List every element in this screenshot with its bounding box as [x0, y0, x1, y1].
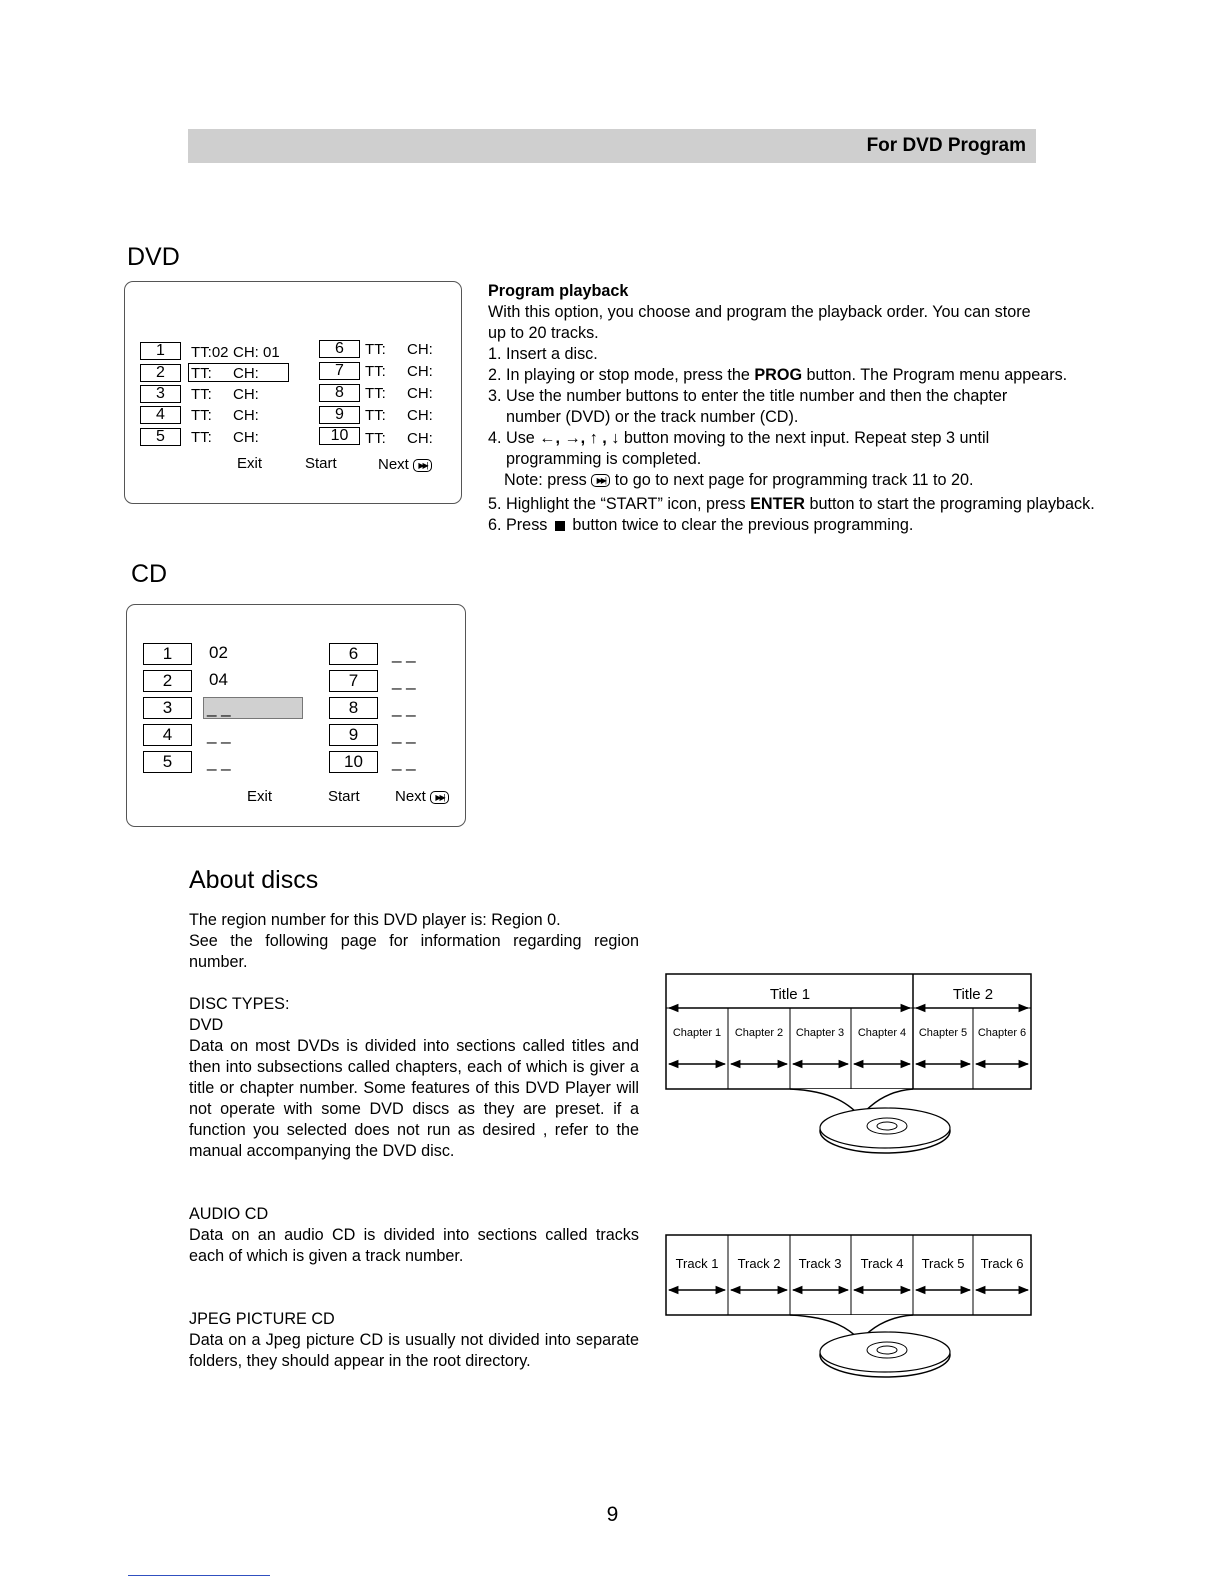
dvd-structure-diagram — [660, 966, 1040, 1166]
step-5-text-b: button to start the programing playback. — [809, 495, 1095, 513]
audio-cd-description: Data on an audio CD is divided into sections called tracks each of which is given a track number. — [189, 1226, 639, 1265]
slot-number-box: 2 — [140, 364, 181, 382]
exit-button[interactable]: Exit — [237, 455, 263, 472]
step-5 — [488, 494, 1148, 515]
jpeg-cd-label: JPEG PICTURE CD — [189, 1310, 335, 1328]
chapter-label: Chapter 3 — [795, 1027, 845, 1039]
cd-program-menu-panel — [126, 604, 466, 827]
slot-number-box: 8 — [319, 384, 360, 402]
track-label: Track 1 — [675, 1256, 719, 1271]
slot-ch: CH: — [407, 407, 433, 424]
slot-tt: TT: — [365, 407, 386, 424]
cd-structure-diagram — [660, 1225, 1040, 1395]
dvd-type-description: Data on most DVDs is divided into sections called titles and then into subsections called chapters, each of which is giver a title or chapter number. Some features of this DVD Player will not operate with some DVD discs as they are preset. if a function you selected does not run as desired , refer to the manual accompanying the DVD disc. — [189, 1037, 639, 1160]
next-button[interactable] — [378, 456, 432, 473]
step-1: 1. Insert a disc. — [488, 345, 598, 363]
slot-number-box: 3 — [140, 385, 181, 403]
step-3: 3. Use the number buttons to enter the title number and then the chapter — [488, 387, 1008, 405]
track-label: Track 6 — [980, 1256, 1024, 1271]
about-discs-text — [189, 910, 639, 1372]
slot-number-box: 10 — [319, 427, 360, 445]
program-intro-line-1: With this option, you choose and program the playback order. You can store — [488, 303, 1031, 321]
slot-tt: TT: — [191, 407, 212, 424]
slot-value: _ _ — [207, 752, 231, 771]
next-label: Next — [395, 788, 426, 805]
slot-tt: TT: — [365, 363, 386, 380]
step-2-text-b: button. The Program menu appears. — [806, 366, 1068, 384]
cd-diagram-frame — [666, 1235, 1031, 1315]
footer-rule — [128, 1575, 270, 1576]
slot-ch: CH: — [233, 429, 259, 446]
chapter-label: Chapter 6 — [977, 1027, 1027, 1039]
page-number: 9 — [606, 1503, 619, 1526]
slot-number-box: 5 — [140, 428, 181, 446]
slot-value: _ _ — [207, 698, 231, 717]
slot-tt: TT: — [191, 429, 212, 446]
title-2-label: Title 2 — [952, 986, 994, 1003]
header-title: For DVD Program — [866, 135, 1026, 156]
slot-tt: TT: — [365, 341, 386, 358]
step-4 — [488, 428, 1148, 449]
slot-number-box: 10 — [329, 751, 378, 773]
slot-value: _ _ — [392, 698, 416, 717]
slot-value: _ _ — [392, 671, 416, 690]
start-button[interactable]: Start — [328, 788, 360, 805]
slot-number-box: 4 — [140, 406, 181, 424]
track-label: Track 3 — [798, 1256, 842, 1271]
slot-ch: CH: — [407, 430, 433, 447]
next-label: Next — [378, 456, 409, 473]
slot-tt: TT: — [365, 385, 386, 402]
chapter-dividers — [728, 1008, 973, 1089]
step-3-cont: number (DVD) or the track number (CD). — [506, 408, 799, 426]
step-4-text-a: 4. Use — [488, 429, 535, 447]
cd-section-title: CD — [131, 560, 168, 588]
slot-number-box: 5 — [143, 751, 192, 773]
exit-button[interactable]: Exit — [247, 788, 273, 805]
slot-value: 04 — [209, 670, 228, 689]
slot-tt: TT: — [191, 386, 212, 403]
jpeg-cd-description: Data on a Jpeg picture CD is usually not divided into separate folders, they should appear in the root directory. — [189, 1331, 639, 1370]
audio-cd-label: AUDIO CD — [189, 1205, 269, 1223]
track-label: Track 4 — [860, 1256, 904, 1271]
step-6-text-b: button twice to clear the previous programming. — [572, 516, 914, 534]
slot-ch: CH: — [407, 341, 433, 358]
slot-ch: CH: — [407, 385, 433, 402]
region-line-1: The region number for this DVD player is: Region 0. — [189, 911, 561, 929]
track-dividers — [728, 1235, 973, 1315]
next-track-icon: ▶▶| — [413, 459, 432, 472]
disc-types-heading: DISC TYPES: — [189, 995, 290, 1013]
slot-number-box: 9 — [329, 724, 378, 746]
next-track-icon: ▶▶| — [430, 791, 449, 804]
program-heading: Program playback — [488, 282, 629, 300]
program-playback-instructions — [488, 281, 1148, 536]
chapter-label: Chapter 1 — [672, 1027, 722, 1039]
slot-number-box: 6 — [319, 340, 360, 358]
step-4-text-b: button moving to the next input. Repeat step 3 until — [623, 429, 990, 447]
header-bar — [188, 129, 1036, 163]
slot-ch: CH: — [233, 386, 259, 403]
step-4-cont: programming is completed. — [506, 450, 702, 468]
enter-button-name: ENTER — [750, 495, 805, 513]
disc-icon — [820, 1332, 950, 1377]
step-6-text-a: 6. Press — [488, 516, 548, 534]
slot-number-box: 7 — [319, 362, 360, 380]
slot-tt: TT:02 — [191, 344, 229, 361]
slot-number-box: 7 — [329, 670, 378, 692]
stop-square-icon — [555, 521, 565, 531]
slot-number-box: 1 — [143, 643, 192, 665]
slot-tt: TT: — [365, 430, 386, 447]
note-text-b: to go to next page for programming track 11 to 20. — [614, 471, 974, 489]
slot-ch: CH: — [407, 363, 433, 380]
region-line-2: See the following page for information regarding region number. — [189, 932, 639, 971]
slot-ch: CH: — [233, 365, 259, 382]
next-track-icon: ▶▶| — [591, 474, 610, 487]
about-discs-title: About discs — [189, 866, 319, 894]
slot-value: _ _ — [392, 644, 416, 663]
track-label: Track 5 — [921, 1256, 965, 1271]
chapter-label: Chapter 4 — [857, 1027, 907, 1039]
slot-ch: CH: 01 — [233, 344, 280, 361]
start-button[interactable]: Start — [305, 455, 337, 472]
disc-icon — [820, 1108, 950, 1153]
slot-ch: CH: — [233, 407, 259, 424]
step-2 — [488, 365, 1148, 386]
step-6 — [488, 515, 1148, 536]
prog-button-name: PROG — [754, 366, 803, 384]
track-label: Track 2 — [737, 1256, 781, 1271]
chapter-label: Chapter 2 — [734, 1027, 784, 1039]
slot-number-box: 1 — [140, 342, 181, 360]
step-2-text-a: 2. In playing or stop mode, press the — [488, 366, 750, 384]
chapter-label: Chapter 5 — [918, 1027, 968, 1039]
slot-number-box: 2 — [143, 670, 192, 692]
slot-value: _ _ — [392, 725, 416, 744]
slot-value: 02 — [209, 643, 228, 662]
slot-value: _ _ — [207, 725, 231, 744]
slot-value: _ _ — [392, 752, 416, 771]
slot-number-box: 9 — [319, 406, 360, 424]
step-5-text-a: 5. Highlight the “START” icon, press — [488, 495, 746, 513]
program-intro-line-2: up to 20 tracks. — [488, 324, 599, 342]
note — [488, 470, 1148, 491]
slot-number-box: 6 — [329, 643, 378, 665]
dvd-section-title: DVD — [127, 243, 180, 271]
note-text-a: Note: press — [504, 471, 587, 489]
slot-number-box: 8 — [329, 697, 378, 719]
slot-number-box: 3 — [143, 697, 192, 719]
next-button[interactable] — [395, 788, 449, 805]
arrow-keys-icon: ←, →, ↑ , ↓ — [539, 429, 620, 447]
dvd-type-label: DVD — [189, 1016, 224, 1034]
dvd-program-menu-panel — [124, 281, 462, 504]
slot-tt: TT: — [191, 365, 212, 382]
title-1-label: Title 1 — [769, 986, 811, 1003]
slot-number-box: 4 — [143, 724, 192, 746]
